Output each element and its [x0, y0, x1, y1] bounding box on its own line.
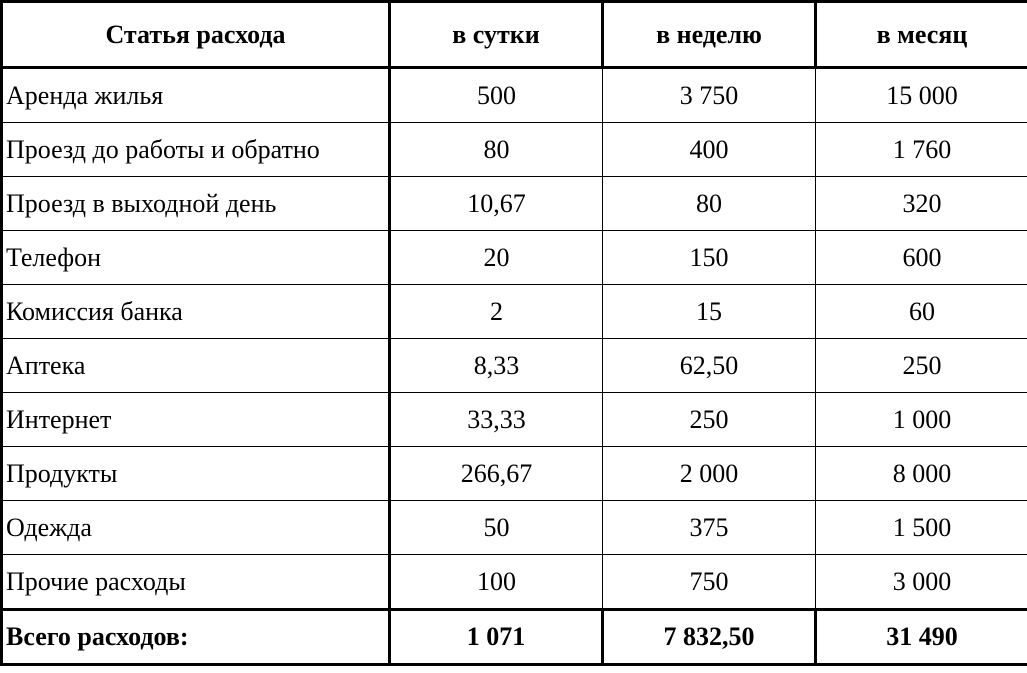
per-day-cell: 500 — [390, 68, 603, 123]
per-week-cell: 3 750 — [603, 68, 816, 123]
per-month-cell: 3 000 — [816, 555, 1027, 610]
table-row — [2, 339, 1027, 393]
per-month-cell: 1 500 — [816, 501, 1027, 555]
expense-item-cell: Проезд в выходной день — [2, 177, 390, 231]
per-month-cell: 600 — [816, 231, 1027, 285]
column-header-expense-item: Статья расхода — [2, 2, 390, 68]
per-week-cell: 2 000 — [603, 447, 816, 501]
per-month-cell: 320 — [816, 177, 1027, 231]
per-week-cell: 250 — [603, 393, 816, 447]
table-row — [2, 501, 1027, 555]
per-month-cell: 60 — [816, 285, 1027, 339]
expense-item-cell: Интернет — [2, 393, 390, 447]
table-row — [2, 555, 1027, 610]
per-day-cell: 266,67 — [390, 447, 603, 501]
per-week-cell: 62,50 — [603, 339, 816, 393]
column-header-per-month: в месяц — [816, 2, 1027, 68]
expense-item-cell: Комиссия банка — [2, 285, 390, 339]
per-day-cell: 50 — [390, 501, 603, 555]
table-row — [2, 285, 1027, 339]
expense-item-cell: Одежда — [2, 501, 390, 555]
table-row — [2, 447, 1027, 501]
column-header-per-day: в сутки — [390, 2, 603, 68]
per-week-cell: 15 — [603, 285, 816, 339]
per-week-cell: 750 — [603, 555, 816, 610]
expense-item-cell: Аренда жилья — [2, 68, 390, 123]
per-month-cell: 1 760 — [816, 123, 1027, 177]
per-day-cell: 10,67 — [390, 177, 603, 231]
per-week-cell: 80 — [603, 177, 816, 231]
expense-item-cell: Аптека — [2, 339, 390, 393]
table-row — [2, 231, 1027, 285]
per-month-cell: 250 — [816, 339, 1027, 393]
table-row — [2, 177, 1027, 231]
table-row — [2, 68, 1027, 123]
per-day-cell: 80 — [390, 123, 603, 177]
total-per-week-cell: 7 832,50 — [603, 610, 816, 665]
per-day-cell: 20 — [390, 231, 603, 285]
table-row — [2, 393, 1027, 447]
expense-item-cell: Телефон — [2, 231, 390, 285]
per-month-cell: 8 000 — [816, 447, 1027, 501]
per-day-cell: 100 — [390, 555, 603, 610]
total-per-month-cell: 31 490 — [816, 610, 1027, 665]
table-row — [2, 123, 1027, 177]
total-label-cell: Всего расходов: — [2, 610, 390, 665]
per-week-cell: 375 — [603, 501, 816, 555]
table-total-row — [2, 610, 1027, 665]
expense-item-cell: Проезд до работы и обратно — [2, 123, 390, 177]
per-month-cell: 15 000 — [816, 68, 1027, 123]
table-header-row — [2, 2, 1027, 68]
per-day-cell: 8,33 — [390, 339, 603, 393]
expense-item-cell: Прочие расходы — [2, 555, 390, 610]
per-month-cell: 1 000 — [816, 393, 1027, 447]
column-header-per-week: в неделю — [603, 2, 816, 68]
per-week-cell: 150 — [603, 231, 816, 285]
per-week-cell: 400 — [603, 123, 816, 177]
per-day-cell: 33,33 — [390, 393, 603, 447]
expense-item-cell: Продукты — [2, 447, 390, 501]
total-per-day-cell: 1 071 — [390, 610, 603, 665]
per-day-cell: 2 — [390, 285, 603, 339]
